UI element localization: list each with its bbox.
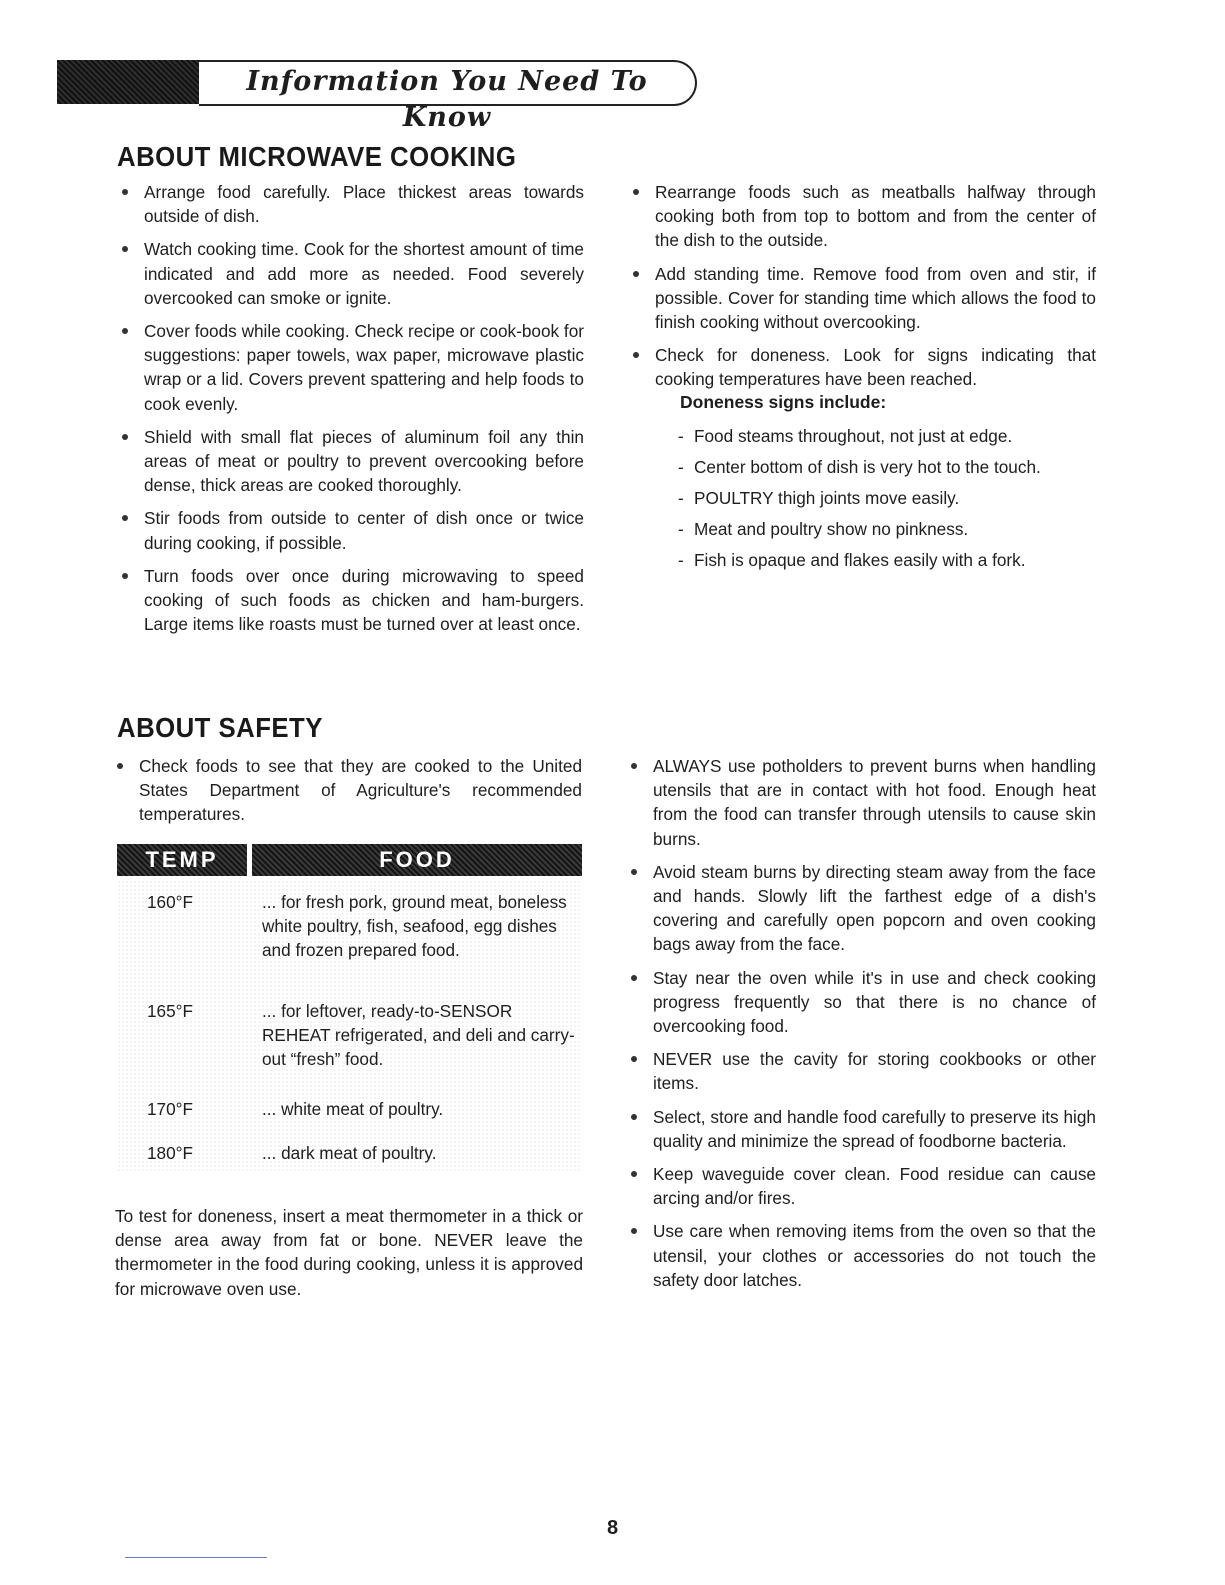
list-item: - Center bottom of dish is very hot to the touch.: [678, 457, 1041, 477]
table-cell-food: ... for fresh pork, ground meat, boneless white poultry, fish, seafood, egg dishes and frozen prepared food.: [262, 892, 567, 960]
footer-rule: [125, 1557, 267, 1558]
page-title: Information You Need To Know: [246, 66, 648, 133]
list-item: Stir foods from outside to center of dish once or twice during cooking, if possible.: [117, 506, 584, 554]
safety-right-list: [626, 754, 1096, 1301]
microwave-section-heading: ABOUT MICROWAVE COOKING: [117, 141, 517, 172]
list-item: Stay near the oven while it's in use and check cooking progress frequently so that there is no chance of overcooking food.: [626, 966, 1096, 1039]
table-cell-temp: 165°F: [147, 1001, 194, 1021]
list-item: Watch cooking time. Cook for the shortest amount of time indicated and add more as needed. Food severely overcooked can smoke or ignite.: [117, 237, 584, 310]
list-item: Use care when removing items from the oven so that the utensil, your clothes or accessories do not touch the safety door latches.: [626, 1219, 1096, 1292]
table-row: [117, 880, 582, 985]
table-row: [117, 1133, 582, 1173]
microwave-right-list: [628, 180, 1096, 401]
list-item: Shield with small flat pieces of aluminum foil any thin areas of meat or poultry to prevent overcooking before dense, thick areas are cooked thoroughly.: [117, 425, 584, 498]
header-decorative-block: [57, 60, 199, 104]
table-header-food: FOOD: [252, 844, 582, 876]
list-item: - Fish is opaque and flakes easily with a fork.: [678, 550, 1026, 570]
table-cell-food: ... for leftover, ready-to-SENSOR REHEAT refrigerated, and deli and carry-out “fresh” food.: [262, 1001, 575, 1069]
safety-section-heading: ABOUT SAFETY: [117, 712, 323, 743]
table-row: [117, 1093, 582, 1133]
list-item: - POULTRY thigh joints move easily.: [678, 488, 960, 508]
table-header-temp: TEMP: [117, 844, 247, 876]
list-item: Keep waveguide cover clean. Food residue can cause arcing and/or fires.: [626, 1162, 1096, 1210]
table-cell-temp: 170°F: [147, 1099, 194, 1119]
list-item: Check foods to see that they are cooked to the United States Department of Agriculture's recommended temperatures.: [112, 754, 582, 827]
table-cell-temp: 180°F: [147, 1143, 194, 1163]
list-item: Arrange food carefully. Place thickest areas towards outside of dish.: [117, 180, 584, 228]
list-item: NEVER use the cavity for storing cookbooks or other items.: [626, 1047, 1096, 1095]
table-row: [117, 985, 582, 1093]
list-item: Check for doneness. Look for signs indicating that cooking temperatures have been reached.: [628, 343, 1096, 391]
safety-intro-list: [112, 754, 582, 836]
table-cell-food: ... dark meat of poultry.: [262, 1143, 437, 1163]
microwave-left-list: [117, 180, 584, 645]
list-item: Rearrange foods such as meatballs halfway through cooking both from top to bottom and from the center of the dish to the outside.: [628, 180, 1096, 253]
list-item: Add standing time. Remove food from oven and stir, if possible. Cover for standing time which allows the food to finish cooking without overcooking.: [628, 262, 1096, 335]
table-body: [117, 880, 582, 1173]
list-item: Select, store and handle food carefully to preserve its high quality and minimize the spread of foodborne bacteria.: [626, 1105, 1096, 1153]
doneness-heading: Doneness signs include:: [680, 392, 887, 412]
list-item: Turn foods over once during microwaving to speed cooking of such foods as chicken and ham-burgers. Large items like roasts must be turned over at least once.: [117, 564, 584, 637]
list-item: ALWAYS use potholders to prevent burns when handling utensils that are in contact with hot food. Enough heat from the food can transfer through utensils to cause skin burns.: [626, 754, 1096, 851]
list-item: - Food steams throughout, not just at edge.: [678, 426, 1013, 446]
temperature-table: [117, 844, 582, 1173]
doneness-signs-list: [678, 424, 1098, 579]
page-number: 8: [606, 1517, 619, 1539]
table-cell-temp: 160°F: [147, 892, 194, 912]
thermometer-note: To test for doneness, insert a meat thermometer in a thick or dense area away from fat or bone. NEVER leave the thermometer in the food during cooking, unless it is approved for microwave oven use.: [115, 1206, 583, 1299]
table-header: [117, 844, 582, 876]
table-cell-food: ... white meat of poultry.: [262, 1099, 444, 1119]
list-item: - Meat and poultry show no pinkness.: [678, 519, 969, 539]
list-item: Avoid steam burns by directing steam away from the face and hands. Slowly lift the farthest edge of a dish's covering and carefully open popcorn and oven cooking bags away from the face.: [626, 860, 1096, 957]
list-item: Cover foods while cooking. Check recipe or cook-book for suggestions: paper towels, wax paper, microwave plastic wrap or a lid. Covers prevent spattering and help foods to cook evenly.: [117, 319, 584, 416]
